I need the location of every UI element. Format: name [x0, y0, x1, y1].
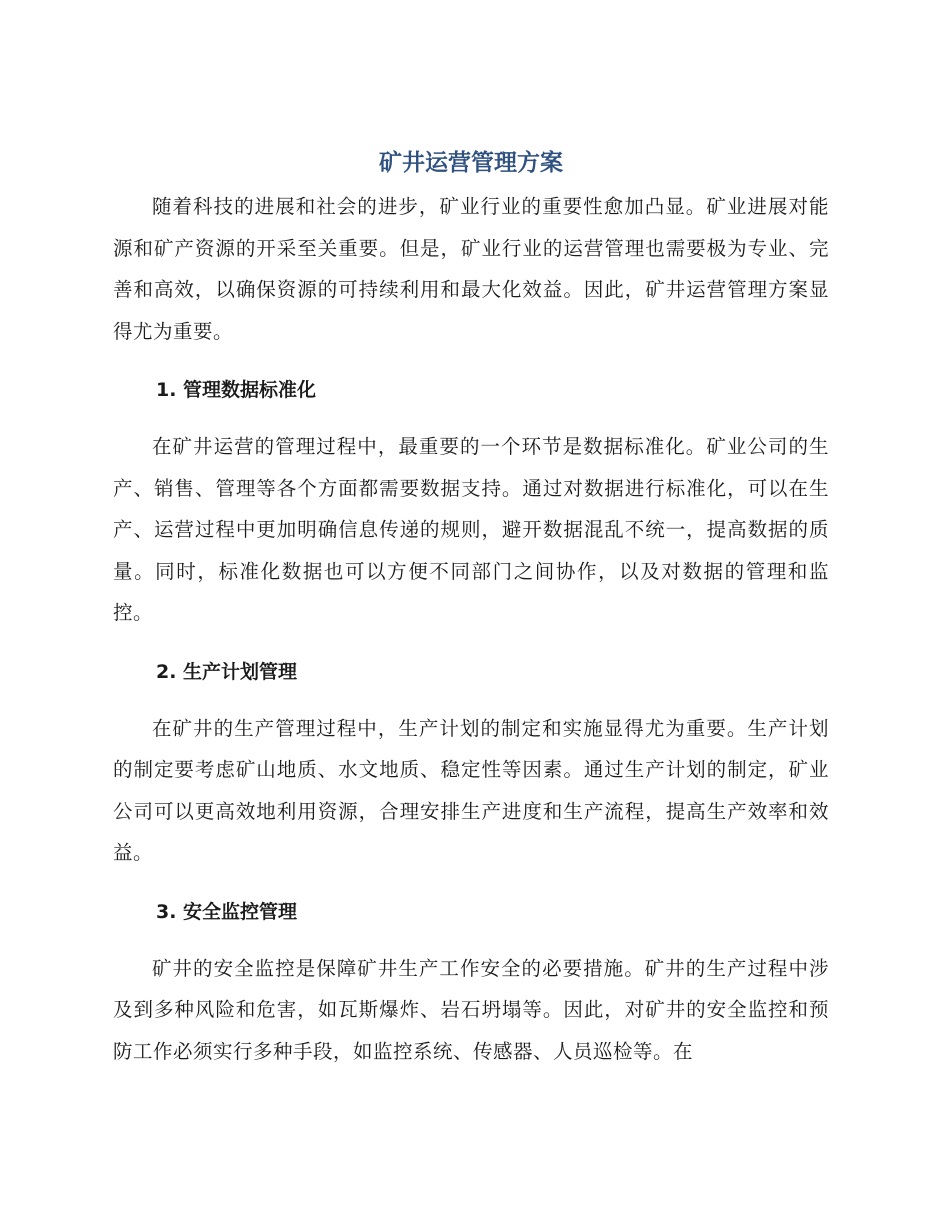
- document-content: [113, 146, 829, 1072]
- section-heading-safety-monitoring: 3. 安全监控管理: [156, 900, 298, 923]
- section-body-data-standardization: 在矿井运营的管理过程中，最重要的一个环节是数据标准化。矿业公司的生产、销售、管理等各个方面都需要数据支持。通过对数据进行标准化，可以在生产、运营过程中更加明确信息传递的规则，避开数据混乱不统一，提高数据的质量。同时，标准化数据也可以方便不同部门之间协作，以及对数据的管理和监控。: [113, 435, 829, 624]
- section-body-safety-monitoring: 矿井的安全监控是保障矿井生产工作安全的必要措施。矿井的生产过程中涉及到多种风险和危害，如瓦斯爆炸、岩石坍塌等。因此，对矿井的安全监控和预防工作必须实行多种手段，如监控系统、传感器、人员巡检等。在: [113, 956, 829, 1063]
- section-heading-data-standardization: 1. 管理数据标准化: [156, 379, 317, 401]
- section-heading-production-planning: 2. 生产计划管理: [156, 660, 298, 683]
- document-title: 矿井运营管理方案: [379, 150, 563, 176]
- section-body-production-planning: 在矿井的生产管理过程中，生产计划的制定和实施显得尤为重要。生产计划的制定要考虑矿山地质、水文地质、稳定性等因素。通过生产计划的制定，矿业公司可以更高效地利用资源，合理安排生产进度和生产流程，提高生产效率和效益。: [113, 716, 829, 864]
- intro-paragraph: 随着科技的进展和社会的进步，矿业行业的重要性愈加凸显。矿业进展对能源和矿产资源的开采至关重要。但是，矿业行业的运营管理也需要极为专业、完善和高效，以确保资源的可持续利用和最大化效益。因此，矿井运营管理方案显得尤为重要。: [113, 195, 829, 343]
